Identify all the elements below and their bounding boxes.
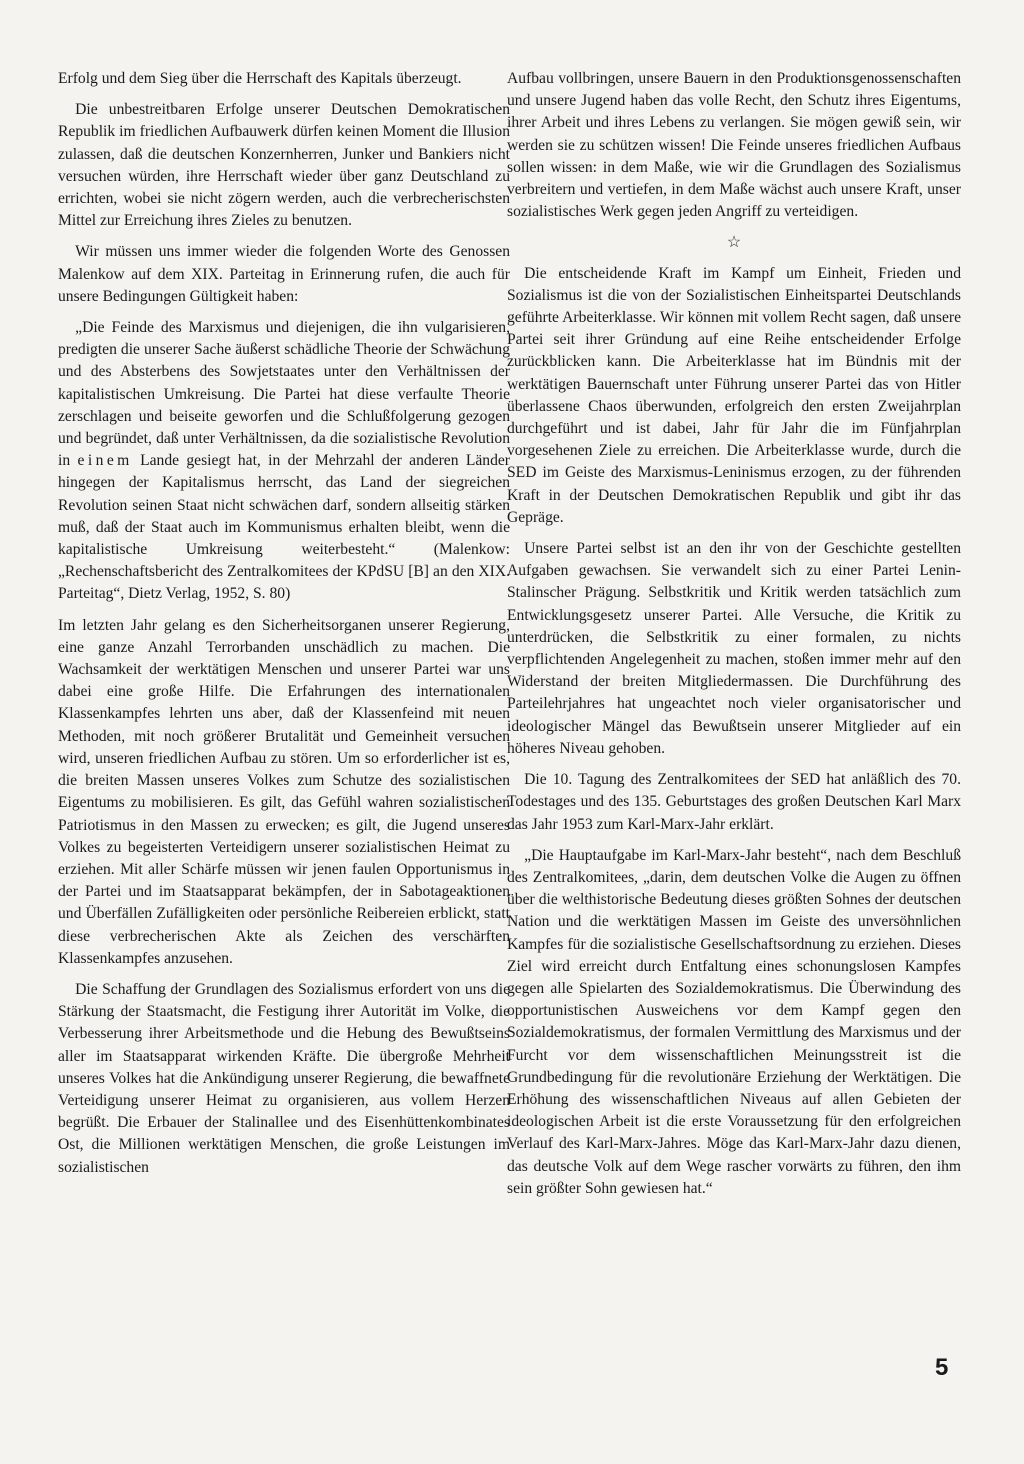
quote-text: „Die Feinde des Marxismus und diejenigen, die ihn vulgarisieren, predigten die unserer Sache äußerst schädliche Theorie der Schwächung und des Absterbens des Sowjetstaates unter den Verhältnissen der kapitalistischen Umkreisung. Die Partei hat diese verfaulte Theorie zerschlagen und beiseite geworfen und die Schlußfolgerung gezogen und begründet, daß unter Verhältnissen, da die sozialistische Revolution in bbox=[58, 319, 510, 470]
central-committee-quote: „Die Hauptaufgabe im Karl-Marx-Jahr besteht“, nach dem Beschluß des Zentralkomitees, „darin, dem deutschen Volke die Augen zu öffnen über die welthistorische Bedeutung dieses größten Sohnes der deutschen Nation und die werktätigen Massen im Geiste des unversöhnlichen Kampfes für die sozialistische Gesellschaftsordnung zu erziehen. Dieses Ziel wird erreicht durch Entfaltung eines schonungslosen Kampfes gegen alle Spielarten des Sozialdemokratismus. Die Überwindung des opportunistischen Ausweichens vor dem Kampf gegen den Sozialdemokratismus, der formalen Vermittlung des Marxismus und der Furcht vor dem wissenschaftlichen Meinungsstreit ist die Grundbedingung für die revolutionäre Erziehung der Werktätigen. Die Erhöhung des wissenschaftlichen Niveaus auf allen Gebieten der ideologischen Arbeit ist die erste Voraussetzung für den erfolgreichen Verlauf des Karl-Marx-Jahres. Möge das Karl-Marx-Jahr dazu dienen, das deutsche Volk auf dem Wege rascher vorwärts zu führen, den ihm sein größter Sohn gewiesen hat.“ bbox=[507, 846, 961, 1197]
emphasized-word: einem bbox=[77, 452, 133, 470]
paragraph: Unsere Partei selbst ist an den ihr von der Geschichte gestellten Aufgaben gewachsen. Sie verwandelt sich zu einer Partei Lenin-Stalinscher Prägung. Selbstkritik und Kritik werden tatsächlich zum Entwicklungsgesetz unserer Partei. Alle Versuche, die Kritik zu unterdrücken, die Selbstkritik zu einer formalen, zu nichts verpflichtenden Angelegenheit zu machen, stoßen immer mehr auf den Widerstand der breiten Mitgliedermassen. Die Durchführung des Parteilehrjahres hat ungeachtet noch vieler organisatorischer und ideologischer Mängel das Bewußtsein unserer Mitglieder auf ein höheres Niveau gehoben. bbox=[507, 540, 961, 757]
paragraph: Die entscheidende Kraft im Kampf um Einheit, Frieden und Sozialismus ist die von der Sozialistischen Einheitspartei Deutschlands geführte Arbeiterklasse. Wir können mit vollem Recht sagen, daß unsere Partei seit ihrer Gründung auf eine Reihe entscheidender Erfolge zurückblicken kann. Die Arbeiterklasse hat im Bündnis mit der werktätigen Bauernschaft unter Führung unserer Partei das von Hitler überlassene Chaos überwunden, erfolgreich den ersten Zweijahrplan durchgeführt und ist dabei, Jahr für Jahr die im Fünfjahrplan vorgesehenen Ziele zu erreichen. Die Arbeiterklasse wurde, durch die SED im Geiste des Marxismus-Leninismus erzogen, zu der führenden Kraft in der Deutschen Demokratischen Republik und gibt ihr das Gepräge. bbox=[507, 264, 961, 526]
page-number: 5 bbox=[935, 1354, 949, 1381]
paragraph: Die 10. Tagung des Zentralkomitees der SED hat anläßlich des 70. Todestages und des 135. Geburtstages des großen Deutschen Karl Marx das Jahr 1953 zum Karl-Marx-Jahr erklärt. bbox=[507, 771, 961, 833]
paragraph: Die unbestreitbaren Erfolge unserer Deutschen Demokratischen Republik im friedlichen Aufbauwerk dürfen keinen Moment die Illusion zulassen, daß die deutschen Konzernherren, Junker und Bankiers nicht versuchen würden, ihre Herrschaft wieder über ganz Deutschland zu errichten, wobei sie nicht zögern werden, auch die verbrecherischsten Mittel zur Erreichung ihres Zieles zu benutzen. bbox=[58, 101, 510, 230]
paragraph: Erfolg und dem Sieg über die Herrschaft des Kapitals überzeugt. bbox=[58, 70, 462, 87]
left-column bbox=[58, 68, 510, 1188]
quote-text: Lande gesiegt hat, in der Mehrzahl der anderen Länder hingegen der Kapitalismus herrscht, das Land der siegreichen Revolution seinen Staat nicht schwächen darf, sondern allseitig stärken muß, daß der Staat auch im Kommunismus erhalten bleibt, wenn die kapitalistische Umkreisung weiterbesteht.“ (Malenkow: „Rechenschaftsbericht des Zentralkomitees der KPdSU [B] an den XIX. Parteitag“, Dietz Verlag, 1952, S. 80) bbox=[58, 452, 510, 603]
malenkow-quote bbox=[58, 317, 510, 606]
paragraph: Aufbau vollbringen, unsere Bauern in den Produktionsgenossenschaften und unsere Jugend haben das volle Recht, den Schutz ihres Eigentums, ihrer Arbeit und ihres Lebens zu verlangen. Sie mögen gewiß sein, wir werden sie zu schützen wissen! Die Feinde unseres friedlichen Aufbaus sollen wissen: in dem Maße, wie wir die Grundlagen des Sozialismus verbreitern und vertiefen, in dem Maße wächst auch unsere Kraft, unser sozialistisches Werk gegen jeden Angriff zu verteidigen. bbox=[507, 70, 961, 221]
right-column bbox=[507, 68, 961, 1209]
paragraph: Die Schaffung der Grundlagen des Sozialismus erfordert von uns die Stärkung der Staatsmacht, die Festigung ihrer Autorität im Volke, die Verbesserung ihrer Arbeitsmethode und die Hebung des Bewußtseins aller im Staatsapparat wirkenden Kräfte. Die übergroße Mehrheit unseres Volkes hat die Ankündigung unserer Regierung, die bewaffnete Verteidigung unserer Heimat zu organisieren, aus vollem Herzen begrüßt. Die Erbauer der Stalinallee und des Eisenhüttenkombinates Ost, die Millionen werktätigen Menschen, die große Leistungen im sozialistischen bbox=[58, 980, 510, 1176]
star-divider-icon: ☆ bbox=[726, 234, 742, 252]
paragraph: Wir müssen uns immer wieder die folgenden Worte des Genossen Malenkow auf dem XIX. Parteitag in Erinnerung rufen, die auch für unsere Bedingungen Gültigkeit haben: bbox=[58, 243, 510, 305]
paragraph: Im letzten Jahr gelang es den Sicherheitsorganen unserer Regierung, eine ganze Anzahl Terrorbanden unschädlich zu machen. Die Wachsamkeit der werktätigen Menschen und unserer Partei war uns dabei eine große Hilfe. Die Erfahrungen des internationalen Klassenkampfes lehrten uns aber, daß der Klassenfeind mit neuen Methoden, mit noch größerer Brutalität und Gemeinheit versuchen wird, unseren friedlichen Aufbau zu stören. Um so erforderlicher ist es, die breiten Massen unseres Volkes zum Schutze des sozialistischen Eigentums zu mobilisieren. Es gilt, das Gefühl wahren sozialistischen Patriotismus in den Massen zu erwecken; es gilt, die Jugend unseres Volkes zu begeisterten Verteidigern unserer sozialistischen Heimat zu erziehen. Mit aller Schärfe müssen wir jenen faulen Opportunismus in der Partei und im Staatsapparat bekämpfen, der in Sabotageaktionen und Überfällen Zufälligkeiten oder persönliche Reibereien erblickt, statt diese verbrecherischen Akte als Zeichen des verschärften Klassenkampfes anzusehen. bbox=[58, 616, 510, 967]
